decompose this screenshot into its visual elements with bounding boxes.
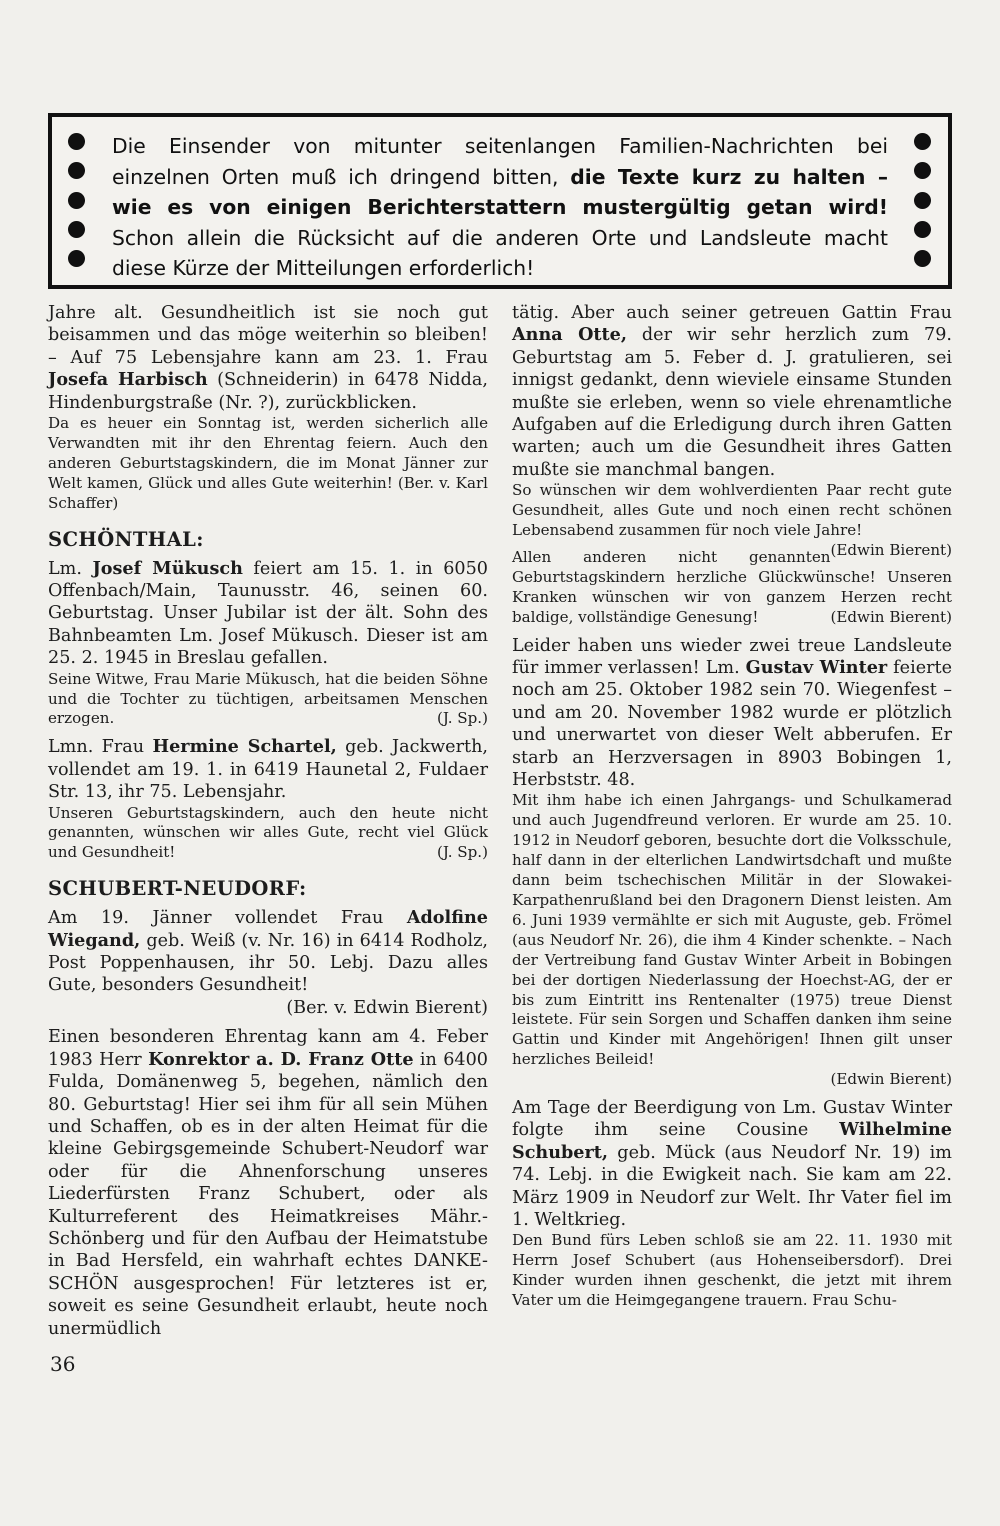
notice-line: Schon allein die Rücksicht auf die anderen Orte und Landsleute macht xyxy=(112,225,888,250)
credit-inline: (J. Sp.) xyxy=(436,709,488,728)
bullet-dot xyxy=(914,192,931,209)
article-paragraph: Lmn. Frau Hermine Schartel, geb. Jackwerth, vollendet am 19. 1. in 6419 Haunetal 2, Fuldaer Str. 13, ihr 75. Lebensjahr. xyxy=(48,736,488,803)
article-paragraph: Allen anderen nicht genannten Geburtstagskindern herzliche Glückwünsche! Unseren Kranken wünschen wir von ganzem Herzen recht baldige, vollständige Genesung! (Edwin Bierent) xyxy=(512,547,952,626)
credit-line: (Edwin Bierent) xyxy=(830,1070,952,1089)
article-paragraph: tätig. Aber auch seiner getreuen Gattin Frau Anna Otte, der wir sehr herzlich zum 79. Geburtstag am 5. Feber d. J. gratulieren, sei innigst gedankt, denn wieviele einsame Stunden mußte sie erleben, wenn so viele ehrenamtliche Aufgaben auf die Erledigung durch ihren Gatten warten; auch um die Gesundheit ihres Gatten mußte sie manchmal bangen. xyxy=(512,303,952,480)
article-paragraph: Lm. Josef Mükusch feiert am 15. 1. in 6050 Offenbach/Main, Taunusstr. 46, seinen 60. Geburtstag. Unser Jubilar ist der ält. Sohn des Bahnbeamten Lm. Josef Mükusch. Dieser ist am 25. 2. 1945 in Breslau gefallen. xyxy=(48,557,488,669)
article-paragraph: Leider haben uns wieder zwei treue Landsleute für immer verlassen! Lm. Gustav Winter feierte noch am 25. Oktober 1982 sein 70. Wiegenfest – und am 20. November 1982 wurde er plötzlich und unerwartet von dieser Welt abberufen. Er starb an Herzversagen in 8903 Bobingen 1, Herbststr. 48. xyxy=(512,635,952,791)
notice-text xyxy=(112,128,888,281)
bullet-dot xyxy=(914,133,931,150)
article-paragraph: Am 19. Jänner vollendet Frau Adolfine Wiegand, geb. Weiß (v. Nr. 16) in 6414 Rodholz, Post Poppenhausen, ihr 50. Lebj. Dazu alles Gute, besonders Gesundheit! xyxy=(48,907,488,996)
article-paragraph: So wünschen wir dem wohlverdienten Paar recht gute Gesundheit, alles Gute und noch einen recht schönen Lebensabend zusammen für noch viele Jahre! (Edwin Bierent) xyxy=(512,481,952,559)
article-paragraph: Den Bund fürs Leben schloß sie am 22. 11. 1930 mit Herrn Josef Schubert (aus Hohenseibersdorf). Drei Kinder wurden ihnen geschenkt, die jetzt mit ihrem Vater um die Heimgegangene trauern. Frau Schu- xyxy=(512,1231,952,1310)
article-paragraph: Am Tage der Beerdigung von Lm. Gustav Winter folgte ihm seine Cousine Wilhelmine Schubert, geb. Mück (aus Neudorf Nr. 19) im 74. Lebj. in die Ewigkeit nach. Sie kam am 22. März 1909 in Neudorf zur Welt. Ihr Vater fiel im 1. Weltkrieg. xyxy=(512,1098,952,1231)
bullet-dot xyxy=(68,221,85,238)
bullet-dot xyxy=(68,250,85,267)
bullet-column-left xyxy=(68,128,86,274)
bullet-dot xyxy=(68,192,85,209)
bullet-dot xyxy=(914,250,931,267)
notice-box xyxy=(48,113,952,289)
credit-inline: (Edwin Bierent) xyxy=(830,540,952,559)
article-paragraph: Jahre alt. Gesundheitlich ist sie noch gut beisammen und das möge weiterhin so bleiben! – Auf 75 Lebensjahre kann am 23. 1. Frau Josefa Harbisch (Schneiderin) in 6478 Nidda, Hindenburgstraße (Nr. ?), zurückblicken. xyxy=(48,303,488,413)
notice-line: einzelnen Orten muß ich dringend bitten, die Texte kurz zu halten – xyxy=(112,164,888,189)
bullet-column-right xyxy=(914,128,932,274)
page-number: 36 xyxy=(50,1351,76,1376)
bullet-dot xyxy=(68,133,85,150)
bullet-dot xyxy=(914,221,931,238)
credit-line: (Ber. v. Edwin Bierent) xyxy=(286,997,488,1018)
article-paragraph: Einen besonderen Ehrentag kann am 4. Feber 1983 Herr Konrektor a. D. Franz Otte in 6400 Fulda, Domänenweg 5, begehen, nämlich den 80. Geburtstag! Hier sei ihm für all sein Mühen und Schaffen, ob es in der alten Heimat für die kleine Gebirgsgemeinde Schubert-Neudorf war oder für die Ahnenforschung unseres Liederfürsten Franz Schubert, oder als Kulturreferent des Heimatkreises Mähr.-Schönberg und für den Aufbau der Heimatstube in Bad Hersfeld, ein wahrhaft echtes DANKE-SCHÖN ausgesprochen! Für letzteres ist er, soweit es seine Gesundheit erlaubt, heute noch unermüdlich xyxy=(48,1027,488,1339)
notice-line: diese Kürze der Mitteilungen erforderlich! xyxy=(112,256,535,281)
left-column xyxy=(48,302,488,1340)
right-column xyxy=(512,302,952,1340)
article-columns xyxy=(48,302,952,1340)
credit-inline: (Edwin Bierent) xyxy=(830,607,952,626)
credit-inline: (J. Sp.) xyxy=(436,843,488,862)
notice-line: wie es von einigen Berichterstattern mustergültig getan wird! xyxy=(112,195,888,220)
article-paragraph: Mit ihm habe ich einen Jahrgangs- und Schulkamerad und auch Jugendfreund verloren. Er wurde am 25. 10. 1912 in Neudorf geboren, besuchte dort die Volksschule, half dann in der elterlichen Landwirtsdchaft und mußte dann beim tschechischen Militär in der Slowakei-Karpathenrußland bei den Dragonern Dienst leisten. Am 6. Juni 1939 vermählte er sich mit Auguste, geb. Frömel (aus Neudorf Nr. 26), die ihm 4 Kinder schenkte. – Nach der Vertreibung fand Gustav Winter Arbeit in Bobingen bei der dortigen Niederlassung der Hoechst-AG, der er bis zum Eintritt ins Rentenalter (1975) treue Dienst leistete. Für sein Sorgen und Schaffen danken ihm seine Gattin und Kinder mit Angehörigen! Ihnen gilt unser herzliches Beileid! xyxy=(512,791,952,1069)
article-paragraph: Unseren Geburtstagskindern, auch den heute nicht genannten, wünschen wir alles Gute, recht viel Glück und Gesundheit! (J. Sp.) xyxy=(48,803,488,862)
section-heading: SCHÖNTHAL: xyxy=(48,527,204,551)
bullet-dot xyxy=(914,162,931,179)
newspaper-page xyxy=(0,113,1000,1376)
article-paragraph: Da es heuer ein Sonntag ist, werden sicherlich alle Verwandten mit ihr den Ehrentag feiern. Auch den anderen Geburtstagskindern, die im Monat Jänner zur Welt kamen, Glück und alles Gute weiterhin! (Ber. v. Karl Schaffer) xyxy=(48,414,488,512)
bullet-dot xyxy=(68,162,85,179)
notice-line: Die Einsender von mitunter seitenlangen Familien-Nachrichten bei xyxy=(112,134,888,158)
article-paragraph: Seine Witwe, Frau Marie Mükusch, hat die beiden Söhne und die Tochter zu tüchtigen, arbeitsamen Menschen erzogen. (J. Sp.) xyxy=(48,669,488,728)
section-heading: SCHUBERT-NEUDORF: xyxy=(48,877,307,901)
